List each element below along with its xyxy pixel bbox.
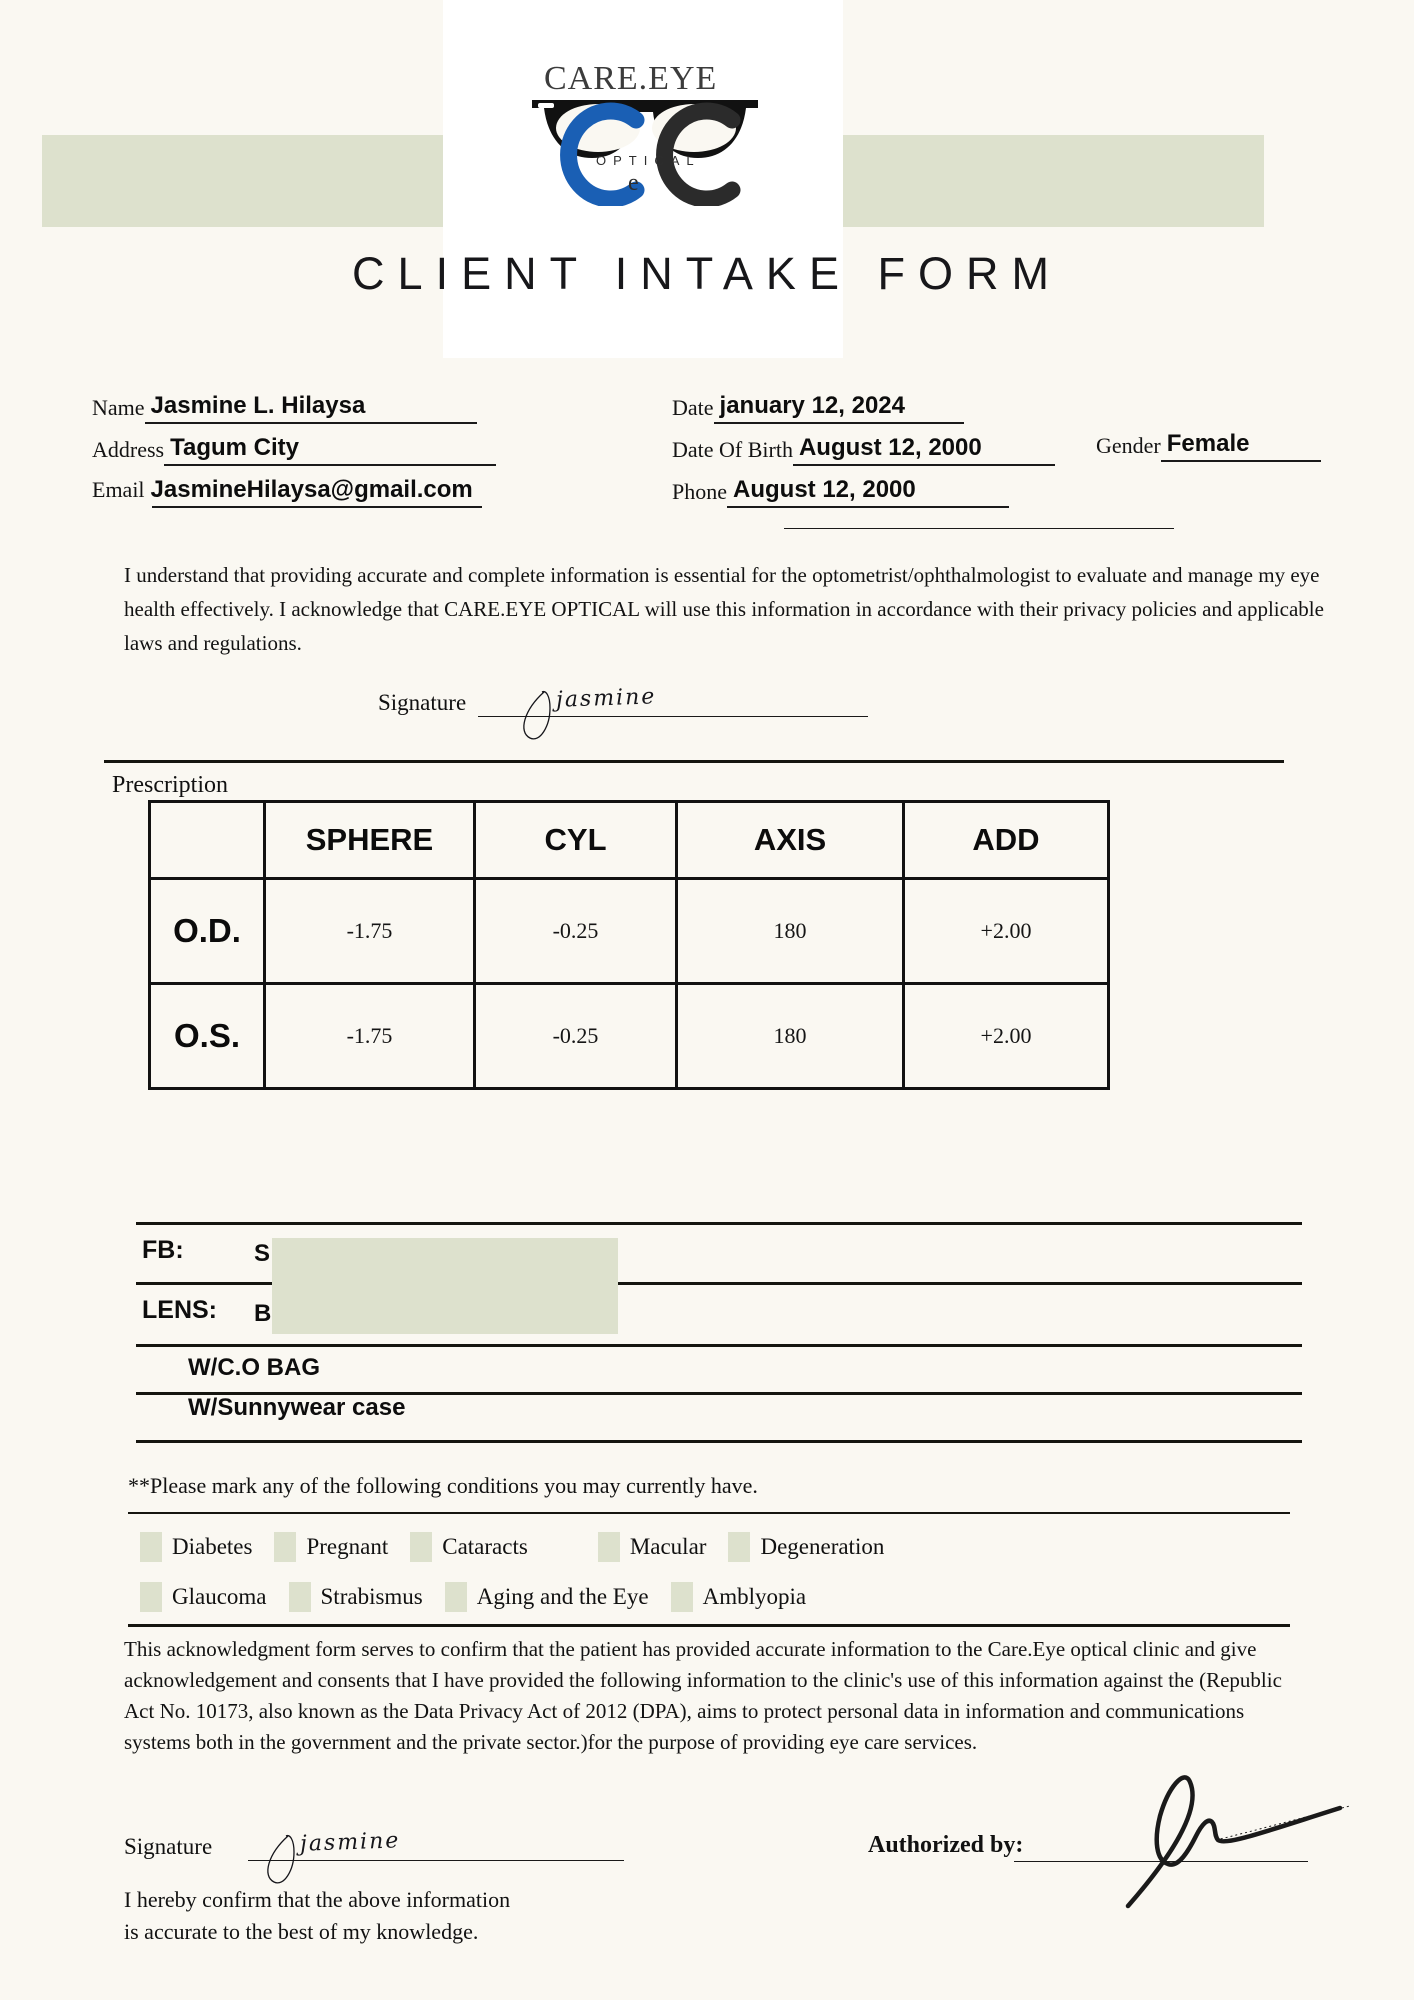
signature-script-top: jasmine xyxy=(555,684,657,713)
signature-flourish-top xyxy=(516,688,646,746)
table-row xyxy=(150,879,1109,984)
row-od-cyl[interactable]: -0.25 xyxy=(475,879,677,984)
field-address-label: Address xyxy=(92,437,165,462)
col-header-sphere: SPHERE xyxy=(265,802,475,879)
condition-strabismus[interactable] xyxy=(289,1582,423,1612)
email-underline xyxy=(152,506,482,508)
condition-diabetes[interactable] xyxy=(140,1532,252,1562)
fb-rule-bottom xyxy=(136,1440,1302,1443)
prescription-top-rule xyxy=(104,760,1284,763)
conditions-rule xyxy=(128,1512,1290,1514)
redaction-overlay xyxy=(272,1238,618,1334)
condition-label: Aging and the Eye xyxy=(476,1584,649,1609)
authorized-signature-mark xyxy=(1020,1760,1360,1910)
condition-label: Macular xyxy=(629,1534,707,1559)
signature-label-top: Signature xyxy=(378,690,467,715)
condition-label: Amblyopia xyxy=(702,1584,807,1609)
col-header-cyl: CYL xyxy=(475,802,677,879)
field-gender-label: Gender xyxy=(1096,433,1161,458)
eyeglasses-logo-icon xyxy=(520,86,770,206)
conditions-row-1 xyxy=(140,1532,906,1562)
row-os-eye: O.S. xyxy=(150,984,265,1089)
fb-label: FB: xyxy=(142,1236,184,1264)
checkbox-icon[interactable] xyxy=(728,1532,750,1562)
confirm-statement xyxy=(124,1884,510,1948)
phone-secondary-underline xyxy=(784,528,1174,529)
extra-item-bag: W/C.O BAG xyxy=(188,1354,320,1381)
condition-pregnant[interactable] xyxy=(274,1532,388,1562)
page-title: CLIENT INTAKE FORM xyxy=(352,248,1062,299)
row-od-eye: O.D. xyxy=(150,879,265,984)
condition-label: Glaucoma xyxy=(172,1584,267,1609)
field-email-value[interactable]: JasmineHilaysa@gmail.com xyxy=(150,476,473,503)
field-name xyxy=(92,392,477,424)
field-name-label: Name xyxy=(92,395,145,420)
checkbox-icon[interactable] xyxy=(445,1582,467,1612)
field-phone-value[interactable]: August 12, 2000 xyxy=(727,476,1009,508)
condition-amblyopia[interactable] xyxy=(671,1582,807,1612)
field-dob xyxy=(672,434,1055,466)
field-phone-label: Phone xyxy=(672,479,727,504)
row-od-add[interactable]: +2.00 xyxy=(904,879,1109,984)
confirm-line-2: is accurate to the best of my knowledge. xyxy=(124,1919,479,1944)
row-os-add[interactable]: +2.00 xyxy=(904,984,1109,1089)
prescription-table xyxy=(148,800,1110,1090)
row-od-sphere[interactable]: -1.75 xyxy=(265,879,475,984)
signature-script-footer: jasmine xyxy=(299,1828,401,1857)
checkbox-icon[interactable] xyxy=(140,1532,162,1562)
fb-rule-top xyxy=(136,1222,1302,1225)
prescription-section-label: Prescription xyxy=(112,772,228,798)
col-header-eye xyxy=(150,802,265,879)
logo-subtext: OPTICAL xyxy=(596,153,701,168)
field-dob-label: Date Of Birth xyxy=(672,437,793,462)
checkbox-icon[interactable] xyxy=(410,1532,432,1562)
field-gender xyxy=(1096,430,1321,462)
conditions-note: **Please mark any of the following conditions you may currently have. xyxy=(128,1473,758,1498)
field-date-label: Date xyxy=(672,395,714,420)
condition-aging-and-the-eye[interactable] xyxy=(445,1582,649,1612)
field-address xyxy=(92,434,496,466)
field-address-value[interactable]: Tagum City xyxy=(164,434,496,466)
field-phone xyxy=(672,476,1009,508)
confirm-line-1: I hereby confirm that the above information xyxy=(124,1887,511,1912)
table-row xyxy=(150,984,1109,1089)
condition-macular[interactable] xyxy=(598,1532,707,1562)
row-os-cyl[interactable]: -0.25 xyxy=(475,984,677,1089)
checkbox-icon[interactable] xyxy=(289,1582,311,1612)
signature-label-footer: Signature xyxy=(124,1834,213,1859)
logo-wordmark: CARE.EYE xyxy=(544,60,718,97)
condition-glaucoma[interactable] xyxy=(140,1582,267,1612)
svg-text:e: e xyxy=(628,170,639,196)
signature-flourish-footer xyxy=(260,1832,390,1890)
row-os-sphere[interactable]: -1.75 xyxy=(265,984,475,1089)
condition-label: Pregnant xyxy=(306,1534,389,1559)
col-header-add: ADD xyxy=(904,802,1109,879)
table-header-row xyxy=(150,802,1109,879)
condition-degeneration[interactable] xyxy=(728,1532,884,1562)
condition-label: Strabismus xyxy=(320,1584,423,1609)
acknowledgment-paragraph: This acknowledgment form serves to confirm that the patient has provided accurate information to the Care.Eye optical clinic and give acknowledgement and consents that I have provided the following information to the clinic's use of this information against the (Republic Act No. 10173, also known as the Data Privacy Act of 2012 (DPA), aims to protect personal data in information and communications systems both in the government and the private sector.)for the purpose of providing eye care services. xyxy=(124,1637,1282,1754)
consent-paragraph: I understand that providing accurate and complete information is essential for the optometrist/ophthalmologist to evaluate and manage my eye health effectively. I acknowledge that CARE.EYE OPTICAL will use this information in accordance with their privacy policies and applicable laws and regulations. xyxy=(124,563,1324,655)
brand-logo xyxy=(520,60,770,200)
checkbox-icon[interactable] xyxy=(274,1532,296,1562)
extra-item-case: W/Sunnywear case xyxy=(188,1394,406,1421)
row-od-axis[interactable]: 180 xyxy=(677,879,904,984)
authorized-by-label: Authorized by: xyxy=(868,1832,1024,1858)
field-gender-value[interactable]: Female xyxy=(1161,430,1321,462)
condition-label: Degeneration xyxy=(760,1534,885,1559)
field-dob-value[interactable]: August 12, 2000 xyxy=(793,434,1055,466)
condition-label: Diabetes xyxy=(172,1534,253,1559)
row-os-axis[interactable]: 180 xyxy=(677,984,904,1089)
checkbox-icon[interactable] xyxy=(140,1582,162,1612)
acknowledgment-top-rule xyxy=(128,1624,1290,1627)
conditions-row-2 xyxy=(140,1582,828,1612)
condition-cataracts[interactable] xyxy=(410,1532,528,1562)
lens-value[interactable]: B xyxy=(254,1300,272,1327)
fb-rule-lower xyxy=(136,1344,1302,1347)
field-date-value[interactable]: january 12, 2024 xyxy=(714,392,964,424)
field-name-value[interactable]: Jasmine L. Hilaysa xyxy=(145,392,477,424)
checkbox-icon[interactable] xyxy=(598,1532,620,1562)
condition-label: Cataracts xyxy=(442,1534,528,1559)
field-date xyxy=(672,392,964,424)
col-header-axis: AXIS xyxy=(677,802,904,879)
field-email xyxy=(92,476,477,506)
field-email-label: Email xyxy=(92,477,145,502)
checkbox-icon[interactable] xyxy=(671,1582,693,1612)
fb-value[interactable]: S xyxy=(254,1240,271,1267)
lens-label: LENS: xyxy=(142,1296,217,1324)
